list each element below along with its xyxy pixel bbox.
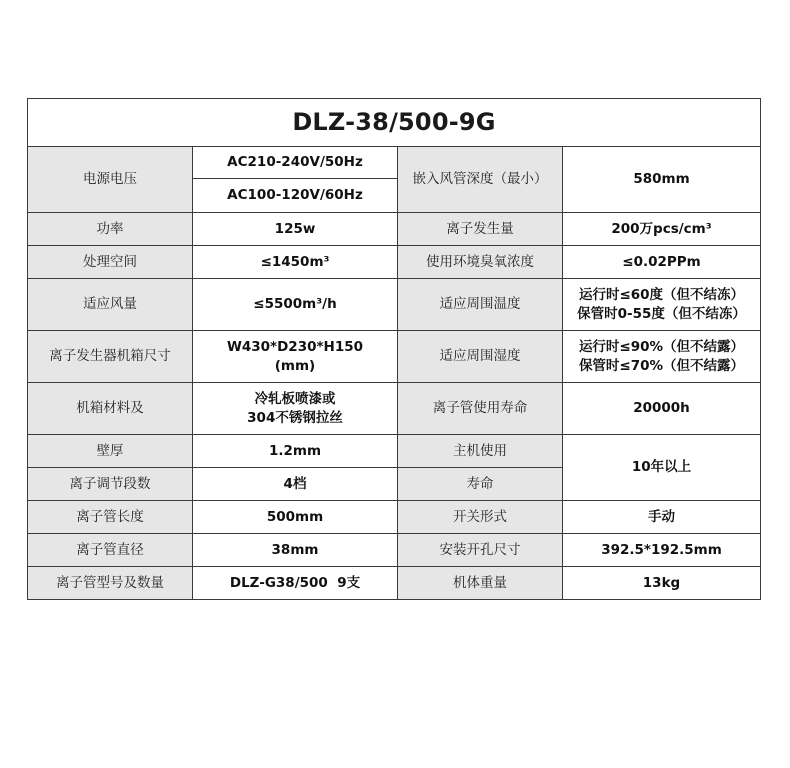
- table-row: [28, 246, 761, 279]
- material-label: 机箱材料及: [28, 383, 193, 435]
- thickness-label: 壁厚: [28, 435, 193, 468]
- table-row: [28, 331, 761, 383]
- ion-output-value: 200万pcs/cm³: [563, 213, 761, 246]
- adjust-value: 4档: [193, 468, 398, 501]
- space-value: ≤1450m³: [193, 246, 398, 279]
- title-row: [28, 99, 761, 147]
- switch-type-label: 开关形式: [398, 501, 563, 534]
- weight-value: 13kg: [563, 567, 761, 600]
- switch-type-value: 手动: [563, 501, 761, 534]
- humidity-storage: 保管时≤70%（但不结露）: [578, 357, 745, 374]
- tube-length-value: 500mm: [193, 501, 398, 534]
- host-life-label: 寿命: [398, 468, 563, 501]
- tube-length-label: 离子管长度: [28, 501, 193, 534]
- spec-table: [27, 98, 761, 600]
- table-row: [28, 383, 761, 435]
- box-size-dimensions: W430*D230*H150: [226, 338, 364, 355]
- airflow-value: ≤5500m³/h: [193, 279, 398, 331]
- thickness-value: 1.2mm: [193, 435, 398, 468]
- table-row: [28, 435, 761, 468]
- host-life-value: 10年以上: [563, 435, 761, 501]
- table-row: [28, 279, 761, 331]
- temperature-run: 运行时≤60度（但不结冻）: [578, 286, 745, 303]
- voltage-label: 电源电压: [28, 147, 193, 213]
- tube-model-value: DLZ-G38/500 9支: [193, 567, 398, 600]
- table-row: [28, 534, 761, 567]
- cutout-size-label: 安装开孔尺寸: [398, 534, 563, 567]
- table-row: [28, 567, 761, 600]
- adjust-label: 离子调节段数: [28, 468, 193, 501]
- ozone-label: 使用环境臭氧浓度: [398, 246, 563, 279]
- material-option-2: 304不锈钢拉丝: [247, 409, 343, 426]
- tube-diameter-label: 离子管直径: [28, 534, 193, 567]
- tube-diameter-value: 38mm: [193, 534, 398, 567]
- humidity-run: 运行时≤90%（但不结露）: [578, 338, 745, 355]
- airflow-label: 适应风量: [28, 279, 193, 331]
- humidity-label: 适应周围湿度: [398, 331, 563, 383]
- cutout-size-value: 392.5*192.5mm: [563, 534, 761, 567]
- tube-life-value: 20000h: [563, 383, 761, 435]
- host-use-label: 主机使用: [398, 435, 563, 468]
- material-value: [193, 383, 398, 435]
- space-label: 处理空间: [28, 246, 193, 279]
- tube-life-label: 离子管使用寿命: [398, 383, 563, 435]
- power-value: 125w: [193, 213, 398, 246]
- box-size-unit: (mm): [274, 357, 316, 374]
- power-label: 功率: [28, 213, 193, 246]
- table-row: [28, 501, 761, 534]
- duct-depth-label: 嵌入风管深度（最小）: [398, 147, 563, 213]
- temperature-value: [563, 279, 761, 331]
- tube-model-label: 离子管型号及数量: [28, 567, 193, 600]
- material-option-1: 冷轧板喷漆或: [254, 390, 336, 407]
- table-row: [28, 147, 761, 179]
- voltage-value-1: AC210-240V/50Hz: [193, 147, 398, 179]
- humidity-value: [563, 331, 761, 383]
- table-title: DLZ-38/500-9G: [28, 99, 761, 147]
- temperature-storage: 保管时0-55度（但不结冻）: [577, 305, 746, 322]
- duct-depth-value: 580mm: [563, 147, 761, 213]
- box-size-value: [193, 331, 398, 383]
- ion-output-label: 离子发生量: [398, 213, 563, 246]
- box-size-label: 离子发生器机箱尺寸: [28, 331, 193, 383]
- weight-label: 机体重量: [398, 567, 563, 600]
- temperature-label: 适应周围温度: [398, 279, 563, 331]
- ozone-value: ≤0.02PPm: [563, 246, 761, 279]
- voltage-value-2: AC100-120V/60Hz: [193, 179, 398, 213]
- table-row: [28, 213, 761, 246]
